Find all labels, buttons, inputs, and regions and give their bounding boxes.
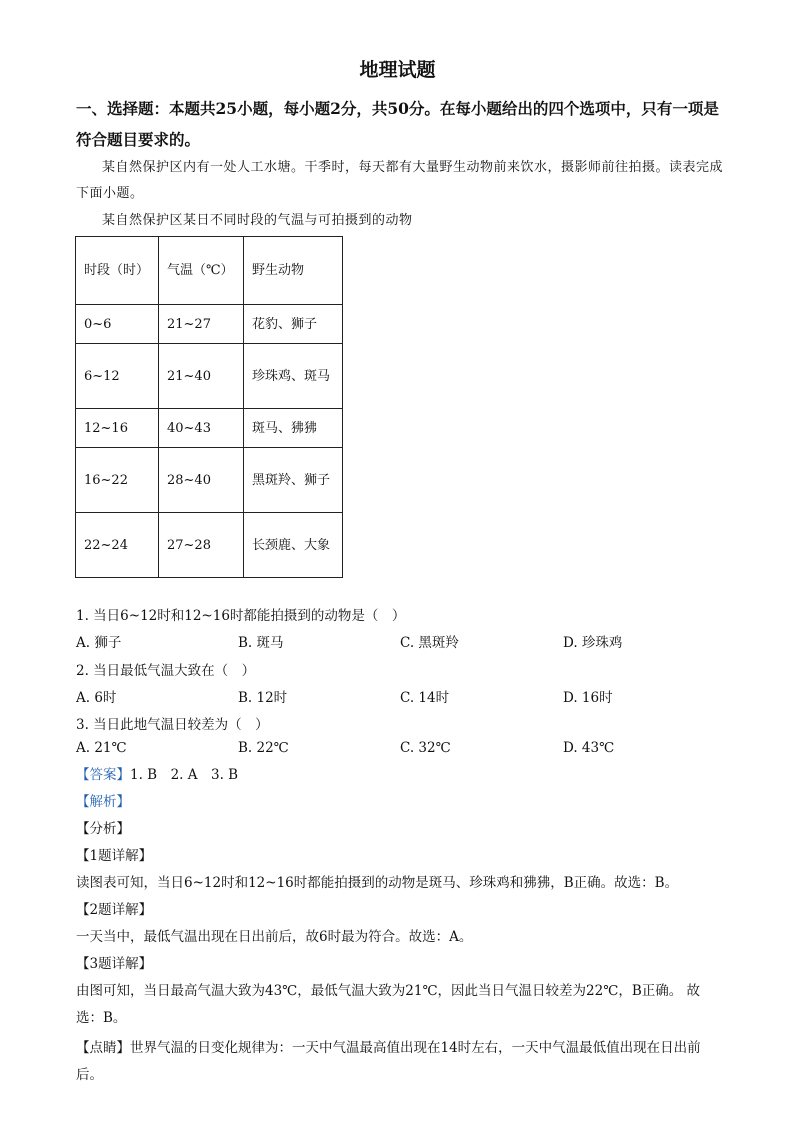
table-row: [76, 409, 343, 448]
table-cell: 40~43: [159, 409, 244, 448]
table-cell: 黑斑羚、狮子: [244, 448, 343, 513]
option-d: D. 珍珠鸡: [563, 635, 623, 651]
question-stem-1: 1. 当日6~12时和12~16时都能拍摄到的动物是（ ）: [76, 608, 406, 624]
detail2-label: 【2题详解】: [76, 902, 153, 918]
data-table: [75, 236, 343, 578]
option-a: A. 6时: [76, 690, 117, 706]
tip-label: 【点睛】: [76, 1040, 130, 1056]
section-heading: 一、选择题：本题共25小题，每小题2分，共50分。在每小题给出的四个选项中，只有一项是符合题目要求的。: [76, 99, 719, 149]
option-a: A. 狮子: [76, 635, 122, 651]
table-cell: 珍珠鸡、斑马: [244, 344, 343, 409]
tip-paragraph: [76, 1035, 724, 1089]
option-c: C. 黑斑羚: [400, 635, 459, 651]
table-caption: 某自然保护区某日不同时段的气温与可拍摄到的动物: [102, 213, 413, 228]
table-cell: 花豹、狮子: [244, 305, 343, 344]
question-stem-3: 3. 当日此地气温日较差为（ ）: [76, 717, 269, 733]
table-cell: 28~40: [159, 448, 244, 513]
detail3-label: 【3题详解】: [76, 956, 153, 972]
table-header-row: [76, 237, 343, 305]
table-cell: 斑马、狒狒: [244, 409, 343, 448]
table-row: [76, 513, 343, 578]
option-b: B. 斑马: [238, 635, 284, 651]
table-cell: 21~27: [159, 305, 244, 344]
table-row: [76, 305, 343, 344]
table-header-cell: 气温（℃）: [159, 237, 244, 305]
table-cell: 21~40: [159, 344, 244, 409]
table-cell: 6~12: [76, 344, 159, 409]
page-title: 地理试题: [359, 59, 436, 81]
answer-line: [76, 762, 724, 789]
table-row: [76, 344, 343, 409]
table-cell: 12~16: [76, 409, 159, 448]
table-cell: 27~28: [159, 513, 244, 578]
detail2-text: 一天当中，最低气温出现在日出前后，故6时最为符合。故选：A。: [76, 929, 473, 945]
table-cell: 长颈鹿、大象: [244, 513, 343, 578]
option-d: D. 16时: [563, 690, 613, 706]
table-header-cell: 时段（时）: [76, 237, 159, 305]
answer-label: 【答案】: [76, 767, 130, 783]
option-b: B. 12时: [238, 690, 288, 706]
option-b: B. 22℃: [238, 740, 289, 756]
sub-analysis-label: 【分析】: [76, 821, 130, 837]
table-cell: 16~22: [76, 448, 159, 513]
table-cell: 0~6: [76, 305, 159, 344]
option-d: D. 43℃: [563, 740, 615, 756]
answer-text: 1. B 2. A 3. B: [130, 767, 239, 783]
question-stem-2: 2. 当日最低气温大致在（ ）: [76, 663, 256, 679]
intro-paragraph: 某自然保护区内有一处人工水塘。干季时，每天都有大量野生动物前来饮水，摄影师前往拍摄。读表完成下面小题。: [76, 160, 724, 201]
option-a: A. 21℃: [76, 740, 127, 756]
table-row: [76, 448, 343, 513]
option-c: C. 14时: [400, 690, 450, 706]
detail1-text: 读图表可知，当日6~12时和12~16时都能拍摄到的动物是斑马、珍珠鸡和狒狒，B正确。故选：B。: [76, 875, 679, 891]
option-c: C. 32℃: [400, 740, 451, 756]
detail1-label: 【1题详解】: [76, 848, 153, 864]
tip-text: 世界气温的日变化规律为：一天中气温最高值出现在14时左右，一天中气温最低值出现在日出前后。: [76, 1040, 701, 1083]
detail3-text: 由图可知，当日最高气温大致为43℃，最低气温大致为21℃，因此当日气温日较差为22℃，B正确。 故选：B。: [76, 983, 701, 1026]
table-header-cell: 野生动物: [244, 237, 343, 305]
table-cell: 22~24: [76, 513, 159, 578]
analysis-label: 【解析】: [76, 794, 130, 810]
